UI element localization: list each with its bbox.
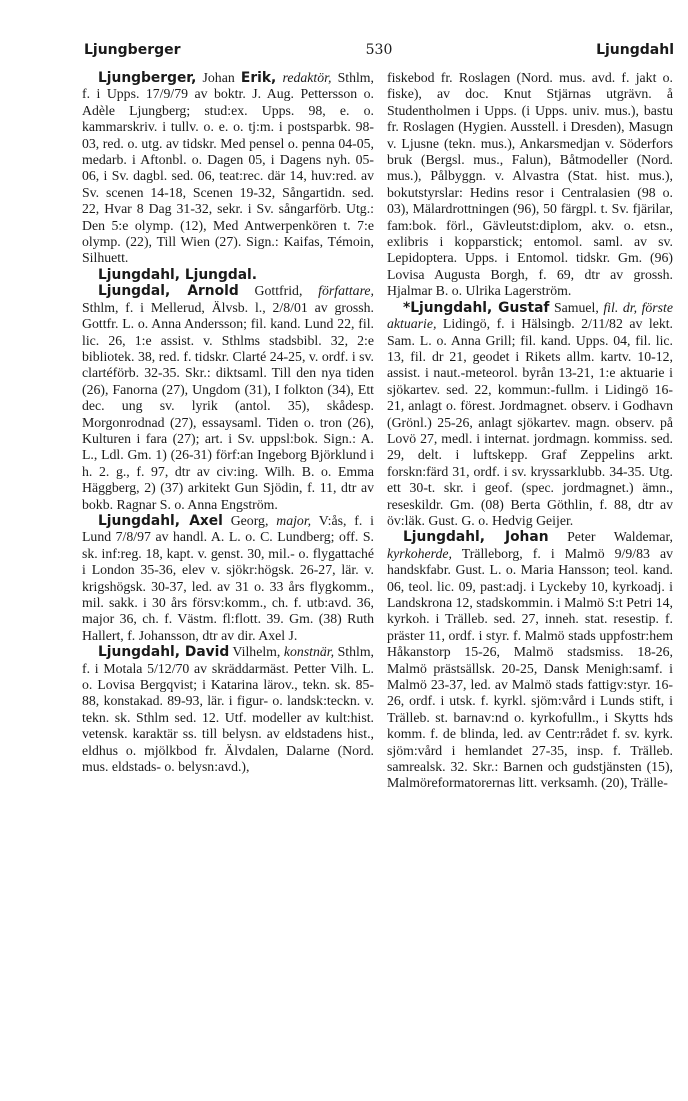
header-right-keyword: Ljungdahl xyxy=(596,42,674,58)
entry-name: Ljungdahl, David xyxy=(98,644,230,661)
biography-entry xyxy=(387,300,673,530)
biography-entry xyxy=(82,513,374,644)
entry-name: Ljungdal, Arnold xyxy=(98,283,239,300)
entry-text: V:ås, f. i Lund 7/8/97 av handl. A. L. o. C. Lundberg; off. S. sk. inf:reg. 18, kapt. v. genst. 30, mil.- o. flygattaché i London 35-36, elev v. sjökr:högsk. 26-27, lär. v. krigshögsk. 30-37, led. av 31 o. 33 års flygkomm., mil. sakk. i 30 års försv:komm., ch. f. utb:avd. 36, major 36, ch. f. Västm. fl:flott. 39. Gm. (38) Ruth Hallert, f. Johansson, dtr av dir. Axel J. xyxy=(82,512,374,643)
entry-given-names: Vilhelm, xyxy=(229,644,284,660)
left-column xyxy=(82,70,374,775)
entry-profession: kyrkoherde, xyxy=(387,545,452,561)
page-header xyxy=(84,42,674,64)
biography-entry xyxy=(82,267,374,283)
entry-text: Sthlm, f. i Upps. 17/9/79 av boktr. J. Aug. Pettersson o. Adèle Ljungberg; stud:ex. Upps. 98, e. o. kammarskriv. i tullv. o. e. o. tj:m. i postsparbk. 98-03, red. o. utg. av tidskr. Med pensel o. penna 04-05, medarb. i Aftonbl. o. Dagen 05, i Dagens nyh. 05-06, i Sv. dagbl. sed. 06, teat:rec. där 14, huv:red. av Sv. scenen 14-18, Scenen 19-32, Sångartidn. sed. 22, Hvar 8 Dag 31-32, sekr. i Sv. sångarförb. Utg.: Den 5:e olymp. (12), Med Antwerpenkören t. 7:e olymp. (22), Till Wien (27). Sign.: Kaifas, Témoin, Silhuett. xyxy=(82,70,374,266)
entry-text: Trälleborg, f. i Malmö 9/9/83 av handskfabr. Gust. L. o. Maria Hansson; teol. kand. 06, teol. lic. 09, past:adj. i Lyckeby 10, kyrkoadj. i Landskrona 12, stadskommin. i Malmö S:t Petri 14, kyrkoh. i Trälleb. sed. 27, inneh. stat. resestip. f. präster 11, ordf. i styr. f. Malmö stads uppfostr:hem Håkanstorp 15-26, Malmö stadsmiss. 18-26, Malmö prästsällsk. 20-25, Dansk Menigh:samf. i Malmö 23-37, led. av Malmö stads fattigv:styr. 16-26, ordf. i utsk. f. kyrkl. sjöm:vård i Lunds stift, i Trälleb. st. barnav:nd o. kyrkofullm., i Skytts hds komm. f. de blinda, led. av Centr:rådet f. sv. kyrk. sjöm:vård i hemlandet 27-35, insp. f. Trälleb. samrealsk. 32. Skr.: Barnen och gudstjänsten (15), Malmöreformatorernas litt. verksamh. (20), Trälle- xyxy=(387,545,673,791)
biography-entry xyxy=(387,529,673,792)
entry-given-names: Georg, xyxy=(222,512,277,528)
entry-given-names: Samuel, xyxy=(549,299,604,315)
page-number: 530 xyxy=(365,42,393,58)
entry-name: Ljungberger, xyxy=(98,70,197,86)
entry-name: Ljungdahl, Axel xyxy=(98,512,223,529)
entry-given-names: Peter Waldemar, xyxy=(548,529,673,545)
entry-profession: författare, xyxy=(318,283,374,299)
entry-given-names: Gottfrid, xyxy=(238,283,319,299)
right-column xyxy=(387,70,673,792)
entry-name: Ljungdahl, Ljungdal. xyxy=(98,266,258,283)
entry-name: *Ljungdahl, Gustaf xyxy=(403,299,550,316)
entry-text: Sthlm, f. i Mellerud, Älvsb. l., 2/8/01 av grossh. Gottfr. L. o. Anna Andersson; fil. kand. Lund 22, fil. lic. 26, 1:e assist. v. Sthlms stadsbibl. 32, 2:e bibliotek. 38, red. f. tidskr. Clarté 24-25, v. ordf. i sv. clartéförb. 32-35. Skr.: diktsaml. Till den nya tiden (26), Fanorna (27), Ungdom (31), I folkton (34), Ett dec. ung sv. lyrik (antol. 35), skådesp. Morgonrodnad (27), essaysaml. Tiden o. tron (26), Kulturen i fara (27); art. i Sv. uppsl:bok. Sign.: A. L., Ldl. Gm. 1) (26-31) förf:an Ingeborg Björklund i h. 2. g., f. 97, dtr av civ:ing. Wilh. B. o. Emma Häggberg, 2) (37) arkitekt Gun Sjödin, f. 11, dtr av bokb. Ragnar S. o. Anna Engström. xyxy=(82,299,374,512)
biography-entry xyxy=(82,644,374,775)
header-left-keyword: Ljungberger xyxy=(84,42,181,58)
entry-given-name-bold: Erik, xyxy=(240,70,277,86)
entry-profession: fil. dr, förste aktuarie, xyxy=(387,299,673,332)
entry-text: Sthlm, f. i Motala 5/12/70 av skräddarmäst. Petter Vilh. L. o. Lovisa Bergqvist; i Katarina lärov., tekn. sk. 85-88, konstakad. 89-93, lär. i figur- o. landsk:teckn. v. tekn. sk. Sthlm sed. 12. Utf. modeller av kult:hist. vetensk. karaktär ss. till belysn. av eldstadens hist., eldhus o. mjölkbod fr. Älvdalen, Dalarne (Nord. mus. eldstads- o. belysn:avd.), xyxy=(82,644,375,775)
entry-profession: redaktör, xyxy=(276,70,332,85)
entry-profession: konstnär, xyxy=(283,644,335,660)
entry-given-names: Johan xyxy=(196,70,241,85)
entry-profession: major, xyxy=(276,512,312,528)
entry-text: Lidingö, f. i Hälsingb. 2/11/82 av lekt. Sam. L. o. Anna Grill; fil. kand. Upps. 04, fil. lic. 13, fil. dr 21, geodet i Rikets allm. kartv. 10-12, assist. i naut.-meteorol. byrån 13-21, 1:e aktuarie i sjökartev. sed. 22, kommun:-fullm. i Lidingö 16-21, anlagt o. förest. Jordmagnet. observ. i Godhavn (Grönl.) 25-26, anlagt sjökartev. magn. observ. på Lovö 27, medl. i internat. jordmagn. kommiss. sed. 29, delt. i luftskepp. Graf Zeppelins arkt. forskn:färd 31, ordf. i sv. kryssarklubb. 34-35. Utg. ett 30-t. skr. i geof. (spec. jordmagnet.) ämn., reseskildr. Gm. (08) Berta Göthlin, f. 88, dtr av öv:läk. Gust. G. o. Hedvig Geijer. xyxy=(387,316,673,528)
entry-name: Ljungdahl, Johan xyxy=(403,529,549,546)
biography-entry xyxy=(387,70,673,300)
biography-entry xyxy=(82,283,374,513)
entry-text: fiskebod fr. Roslagen (Nord. mus. avd. f. jakt o. fiske), av doc. Knut Stjärnas utgrävn. å Studentholmen i Upps. (i Upps. univ. mus.), bastu fr. Roslagen (Hygien. Ausstell. i Dresden), Masugn v. Ljusne (tekn. mus.), Ankarsmedjan v. Söderfors bruk (Bergsl. mus., Falun), Båtmodeller (Nord. mus.), Pålbyggn. v. Alvastra (Stat. hist. mus.), bokutstyrslar: Hedins resor i Centralasien (98 o. 03), Mälardrottningen (96), 50 färgpl. t. Sv. fjärilar, fam:bok. förl., Gävleutst:diplom, akv. o. etsn., exlibris i kopparstick; entomol. saml. av sv. Lepidoptera. Upps. i Entomol. tidskr. Gm. (96) Lovisa Augusta Borgh, f. 69, dtr av grossh. Hjalmar B. o. Ulrika Lagerström. xyxy=(387,70,673,299)
biography-entry xyxy=(82,70,374,267)
